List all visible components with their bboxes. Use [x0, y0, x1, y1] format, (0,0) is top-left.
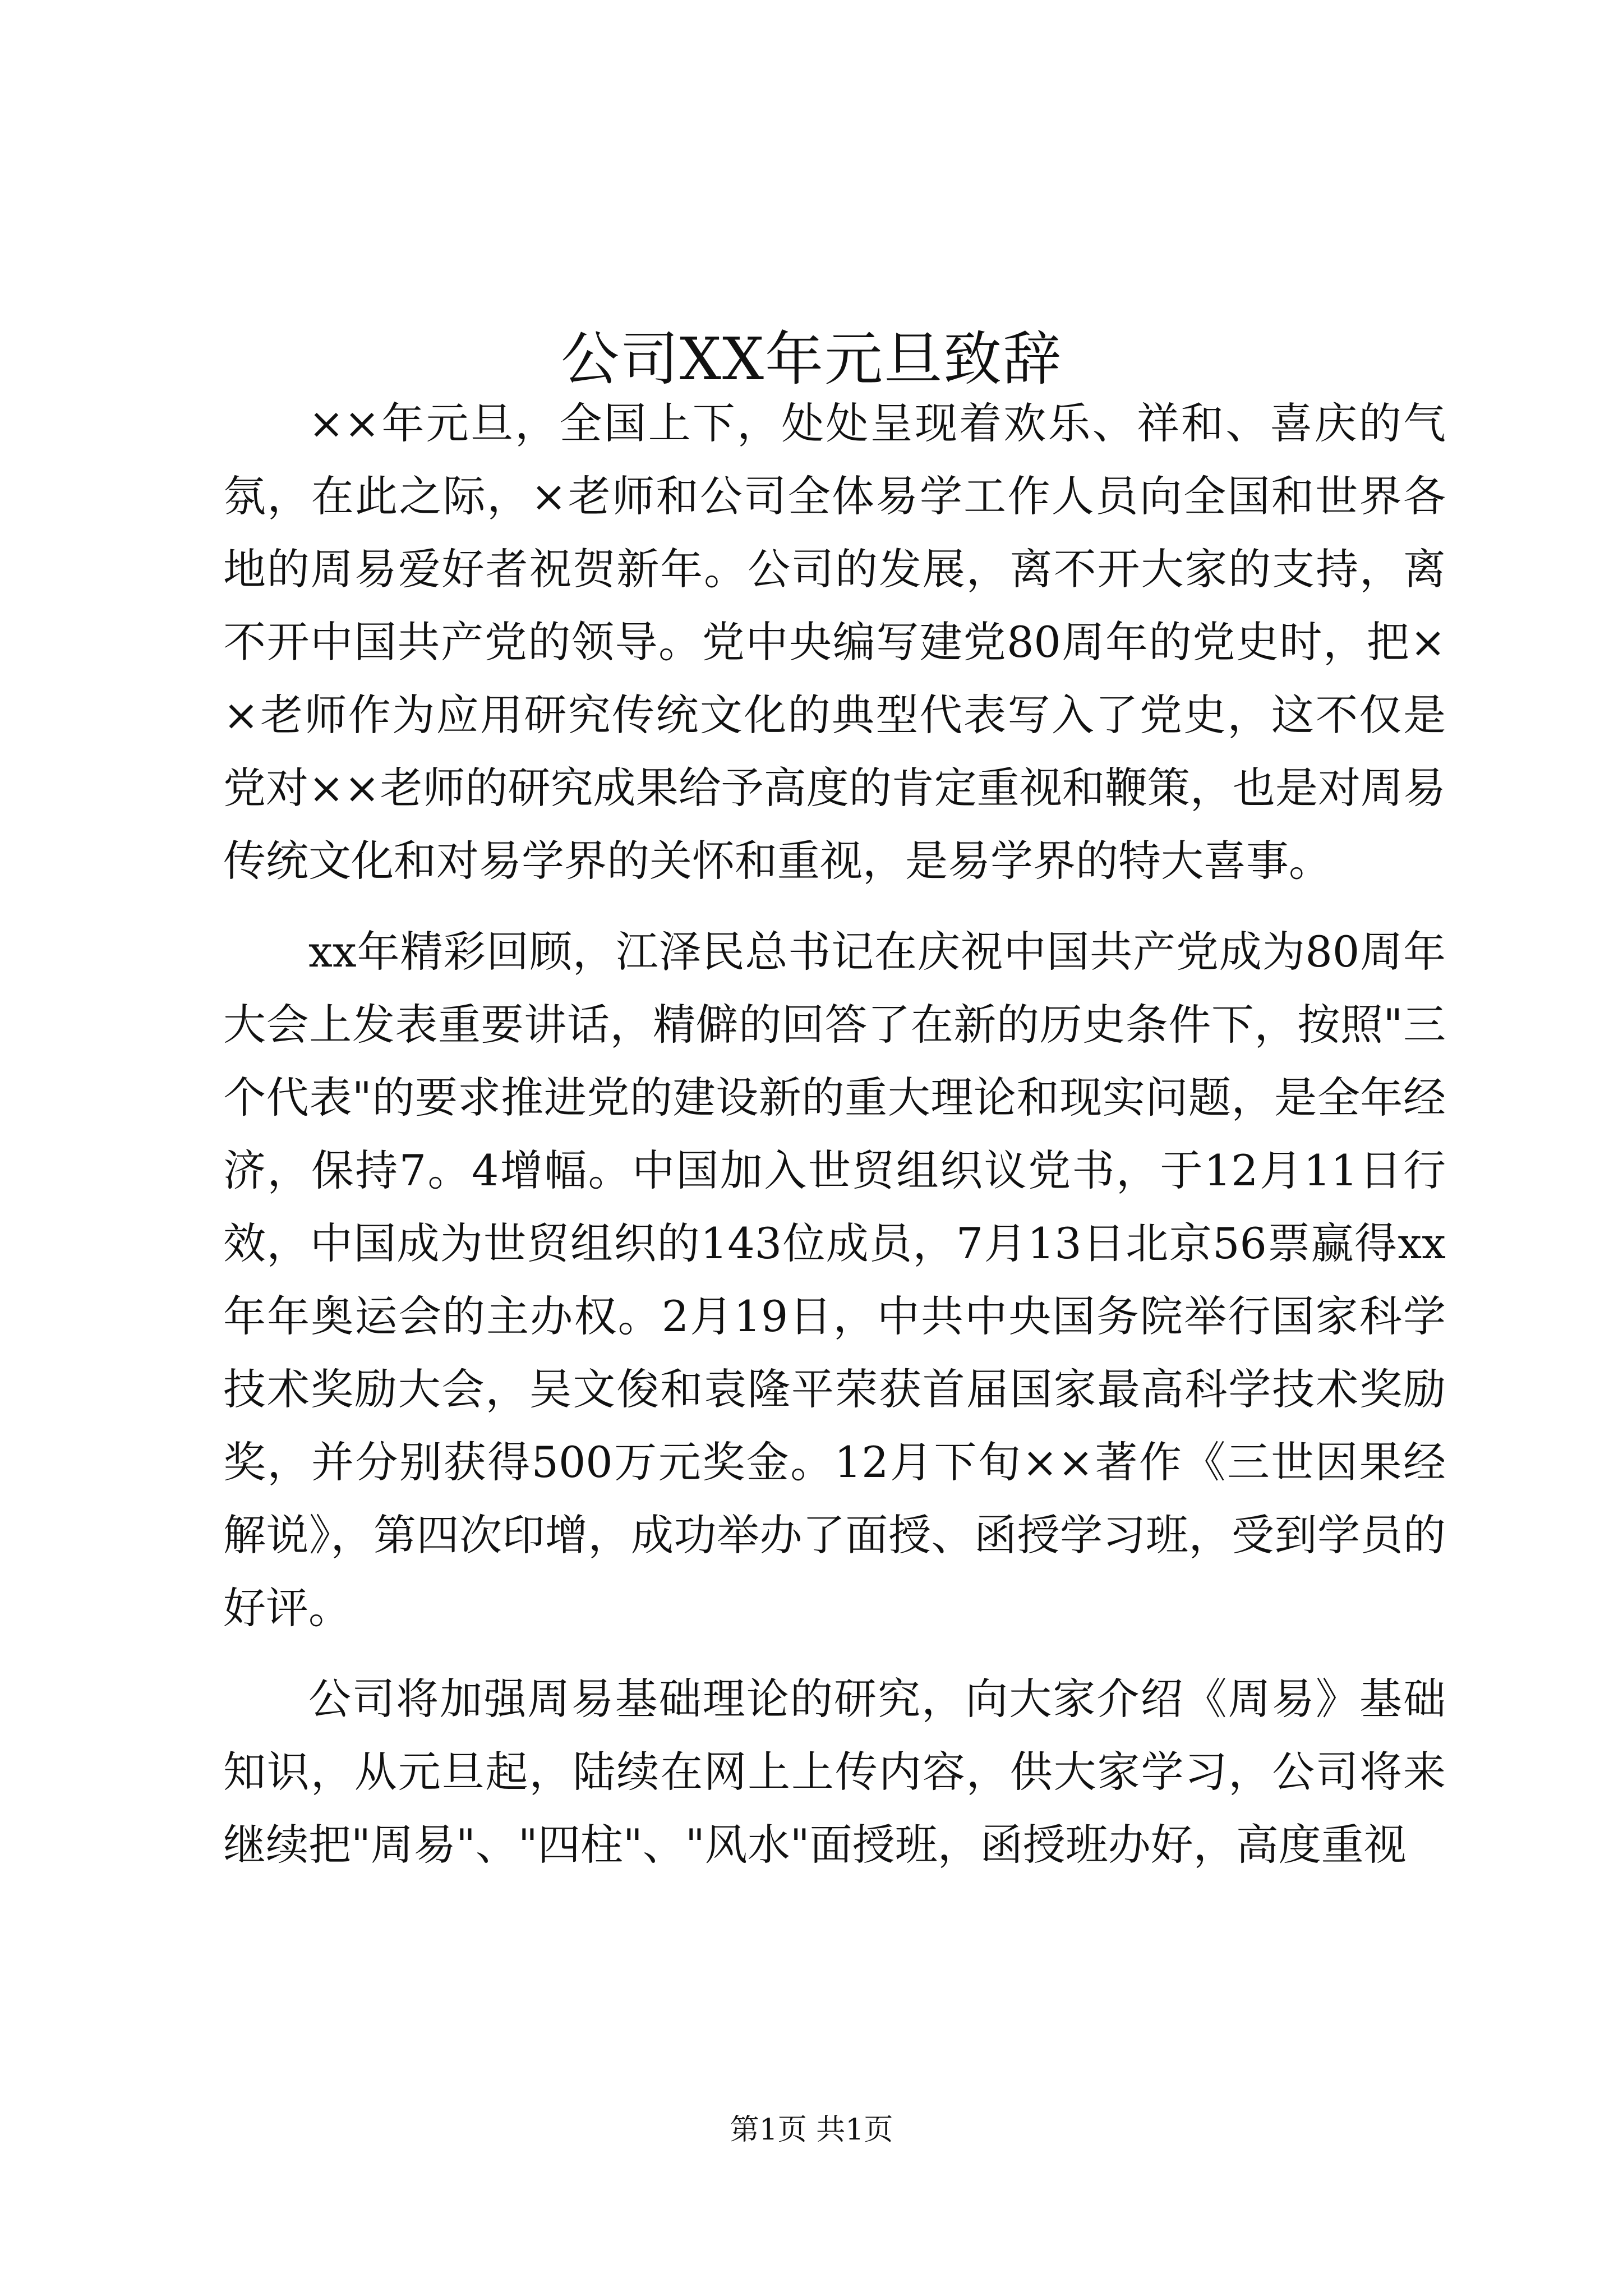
page-footer: 第1页 共1页: [730, 2113, 893, 2147]
paragraph-1: ××年元旦，全国上下，处处呈现着欢乐、祥和、喜庆的气氛，在此之际，×老师和公司全体易学工作人员向全国和世界各地的周易爱好者祝贺新年。公司的发展，离不开大家的支持，离不开中国共产党的领导。党中央编写建党80周年的党史时，把××老师作为应用研究传统文化的典型代表写入了党史，这不仅是党对××老师的研究成果给予高度的肯定重视和鞭策，也是对周易传统文化和对易学界的关怀和重视，是易学界的特大喜事。: [223, 398, 1446, 886]
document-body: [223, 387, 1446, 1899]
page-title: 公司XX年元旦致辞: [560, 324, 1063, 393]
paragraph-2: xx年精彩回顾，江泽民总书记在庆祝中国共产党成为80周年大会上发表重要讲话，精僻的回答了在新的历史条件下，按照"三个代表"的要求推进党的建设新的重大理论和现实问题，是全年经济，保持7。4增幅。中国加入世贸组织议党书，于12月11日行效，中国成为世贸组织的143位成员，7月13日北京56票赢得xx年年奥运会的主办权。2月19日，中共中央国务院举行国家科学技术奖励大会，吴文俊和袁隆平荣获首届国家最高科学技术奖励奖，并分别获得500万元奖金。12月下旬××著作《三世因果经解说》，第四次印增，成功举办了面授、函授学习班，受到学员的好评。: [223, 927, 1446, 1633]
paragraph-3: 公司将加强周易基础理论的研究，向大家介绍《周易》基础知识，从元旦起，陆续在网上上传内容，供大家学习，公司将来继续把"周易"、"四柱"、"风水"面授班，函授班办好，高度重视: [223, 1674, 1446, 1870]
